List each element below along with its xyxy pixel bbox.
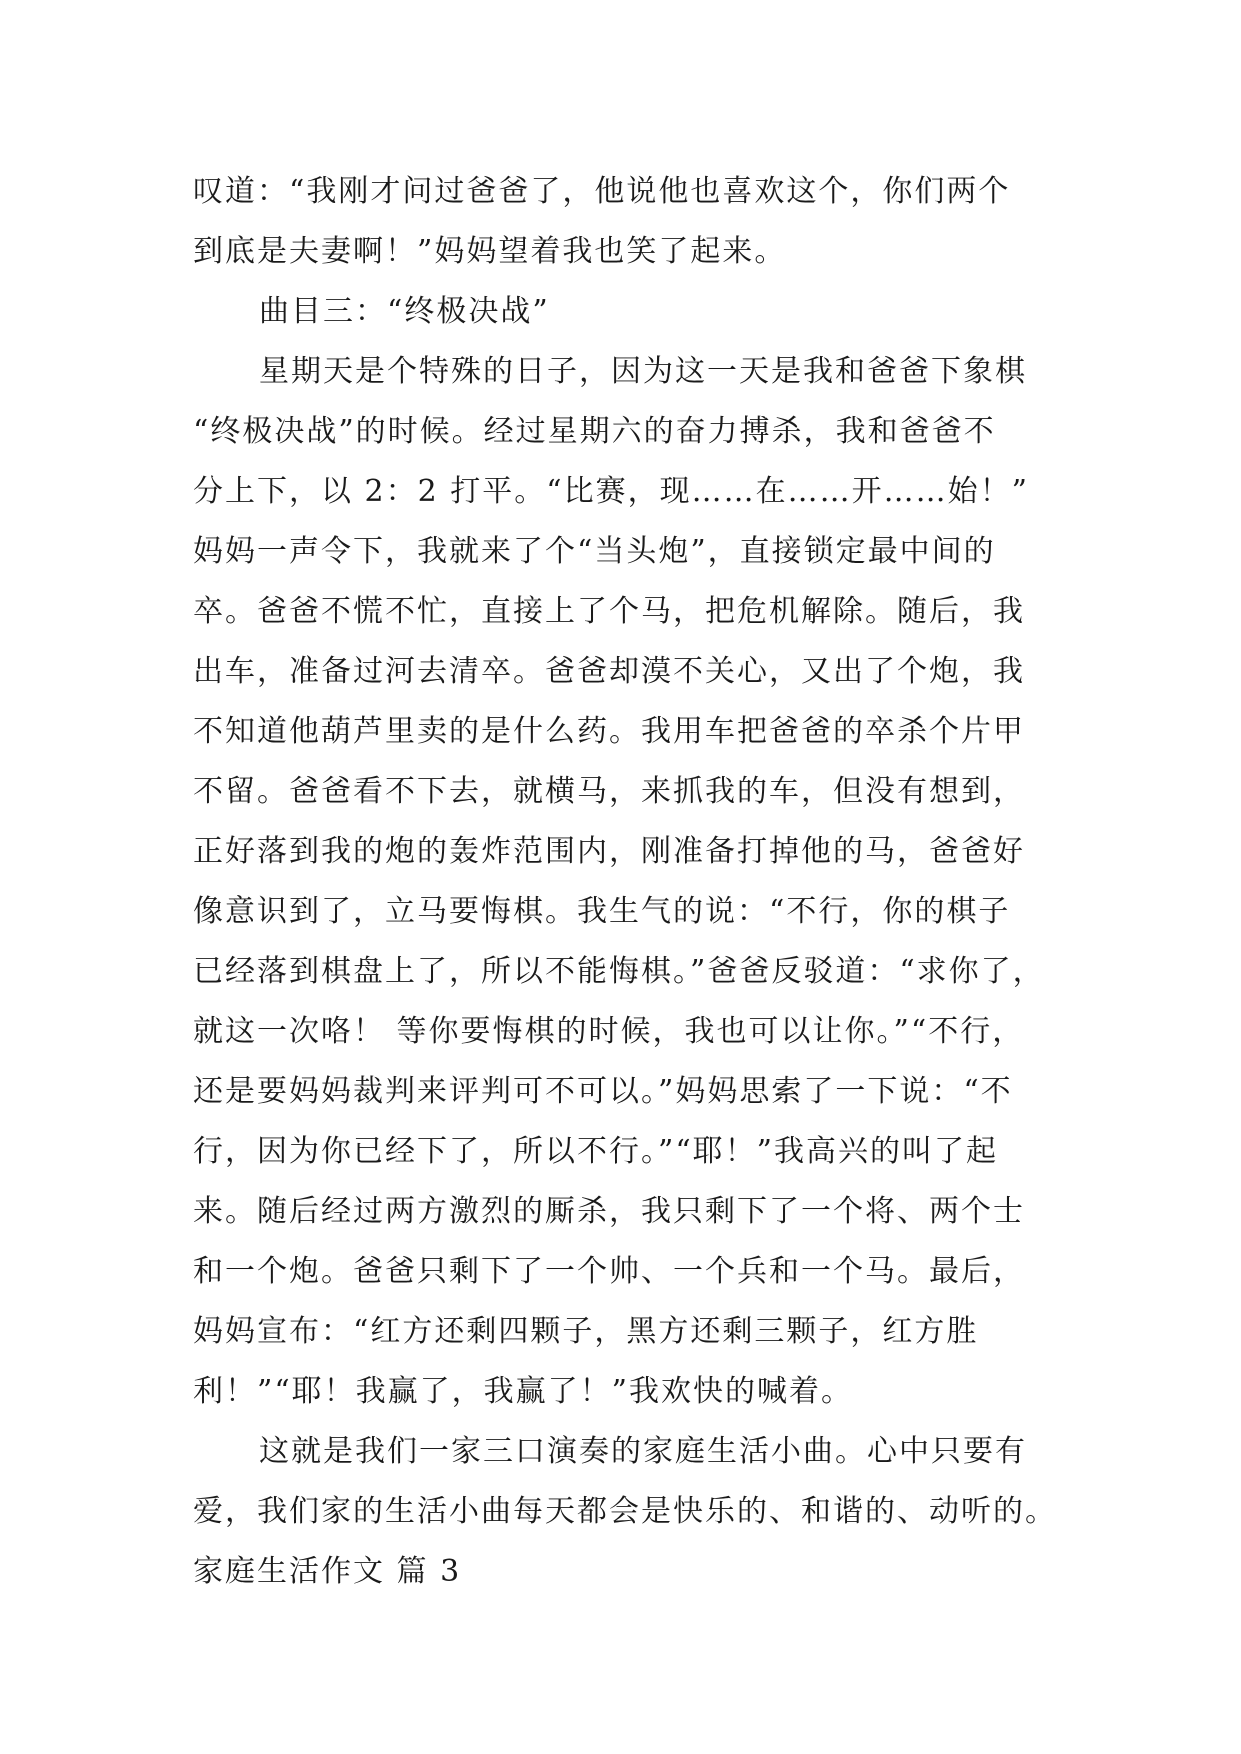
text-line: “终极决战”的时候。经过星期六的奋力搏杀，我和爸爸不: [193, 414, 996, 449]
text-line: 不知道他葫芦里卖的是什么药。我用车把爸爸的卒杀个片甲: [193, 714, 1025, 749]
text-line: 星期天是个特殊的日子，因为这一天是我和爸爸下象棋: [259, 354, 1027, 389]
text-line: 就这一次咯！ 等你要悔棋的时候，我也可以让你。”“不行，: [193, 1014, 1025, 1049]
text-line: 妈妈宣布：“红方还剩四颗子，黑方还剩三颗子，红方胜: [193, 1314, 979, 1349]
text-line: 妈妈一声令下，我就来了个“当头炮”，直接锁定最中间的: [193, 534, 996, 569]
text-line: 正好落到我的炮的轰炸范围内，刚准备打掉他的马，爸爸好: [193, 834, 1025, 869]
section-heading: 家庭生活作文 篇 3: [193, 1554, 462, 1589]
text-line: 出车，准备过河去清卒。爸爸却漠不关心，又出了个炮，我: [193, 654, 1025, 689]
text-line: 还是要妈妈裁判来评判可不可以。”妈妈思索了一下说：“不: [193, 1074, 1013, 1109]
text-line: 叹道：“我刚才问过爸爸了，他说他也喜欢这个，你们两个: [193, 174, 1011, 209]
text-line: 这就是我们一家三口演奏的家庭生活小曲。心中只要有: [259, 1434, 1027, 1469]
text-line: 和一个炮。爸爸只剩下了一个帅、一个兵和一个马。最后，: [193, 1254, 1025, 1289]
text-line: 像意识到了，立马要悔棋。我生气的说：“不行，你的棋子: [193, 894, 1011, 929]
text-line: 分上下，以 2：2 打平。“比赛，现……在……开……始！”: [193, 474, 1029, 509]
text-line: 利！”“耶！我赢了，我赢了！”我欢快的喊着。: [193, 1374, 854, 1409]
body-text: [193, 162, 1057, 1602]
text-line: 卒。爸爸不慌不忙，直接上了个马，把危机解除。随后，我: [193, 594, 1025, 629]
text-line: 爱，我们家的生活小曲每天都会是快乐的、和谐的、动听的。: [193, 1494, 1057, 1529]
text-line: 曲目三：“终极决战”: [259, 294, 550, 329]
text-line: 来。随后经过两方激烈的厮杀，我只剩下了一个将、两个士: [193, 1194, 1025, 1229]
text-line: 已经落到棋盘上了，所以不能悔棋。”爸爸反驳道：“求你了，: [193, 954, 1045, 989]
text-line: 不留。爸爸看不下去，就横马，来抓我的车，但没有想到，: [193, 774, 1025, 809]
text-line: 到底是夫妻啊！”妈妈望着我也笑了起来。: [193, 234, 787, 269]
text-line: 行，因为你已经下了，所以不行。”“耶！”我高兴的叫了起: [193, 1134, 999, 1169]
